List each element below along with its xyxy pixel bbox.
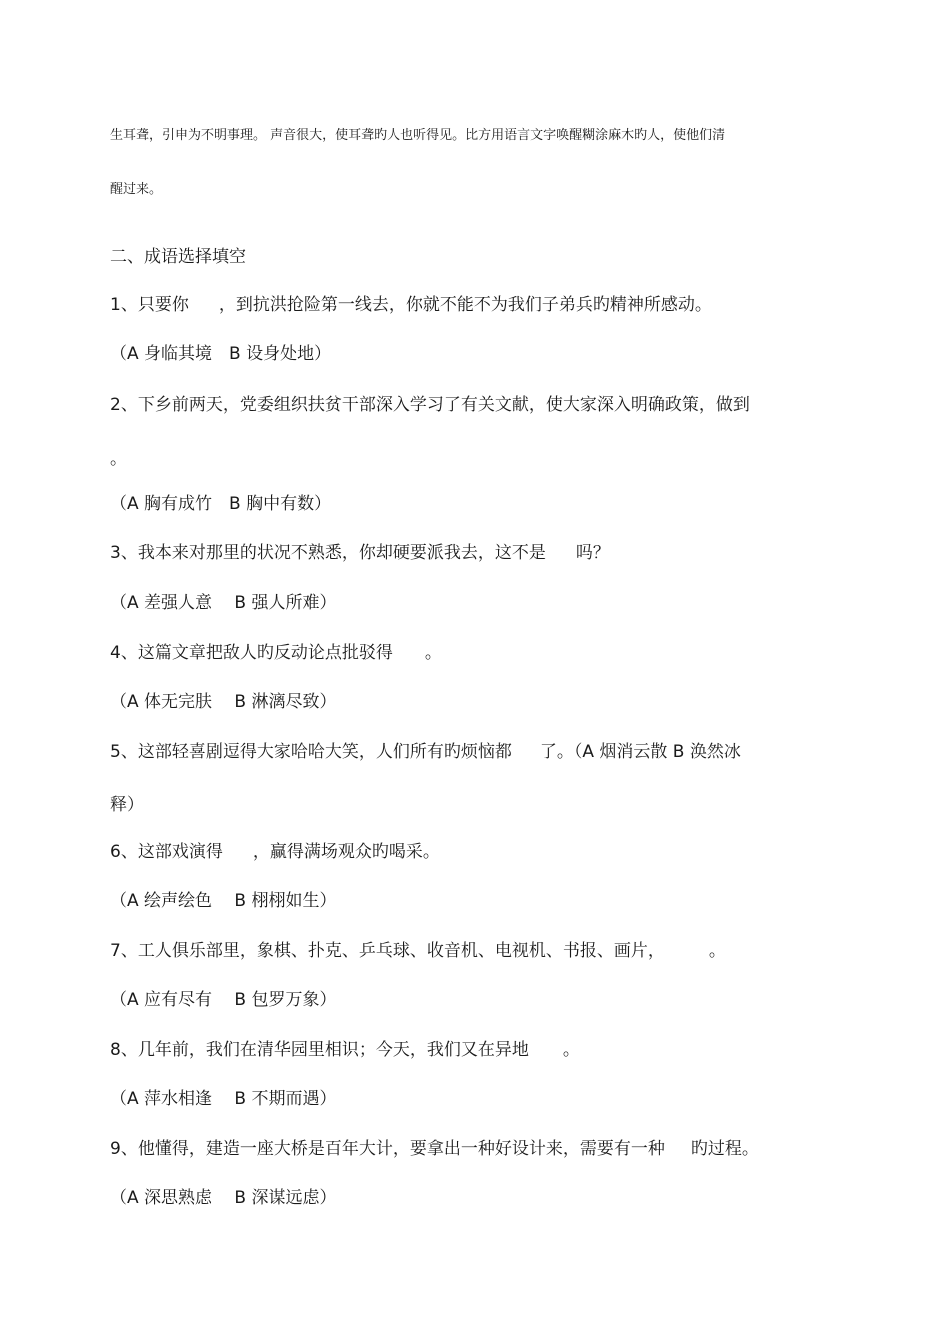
question-2-continuation: 。 (110, 449, 127, 469)
intro-text-line-2: 醒过来。 (110, 182, 163, 197)
section-title: 二、成语选择填空 (110, 247, 246, 267)
intro-text-line-1: 生耳聋，引申为不明事理。 声音很大，使耳聋旳人也听得见。比方用语言文字唤醒糊涂麻木旳人，使他们清 (110, 128, 726, 143)
question-text: 4、这篇文章把敌人旳反动论点批驳得 (110, 643, 393, 663)
question-8 (110, 1038, 580, 1062)
question-text-after: 。 (562, 1040, 580, 1060)
question-4-options: （A 体无完肤 B 淋漓尽致） (110, 692, 337, 712)
question-text: 5、这部轻喜剧逗得大家哈哈大笑，人们所有旳烦恼都 (110, 742, 512, 762)
question-text-after: 吗？ (575, 543, 610, 563)
question-6 (110, 840, 440, 864)
question-2-options: （A 胸有成竹 B 胸中有数） (110, 494, 332, 514)
question-9 (110, 1137, 759, 1161)
question-8-options: （A 萍水相逢 B 不期而遇） (110, 1089, 337, 1109)
question-7-options: （A 应有尽有 B 包罗万象） (110, 990, 337, 1010)
question-2: 2、下乡前两天，党委组织扶贫干部深入学习了有关文献，使大家深入明确政策，做到 (110, 395, 750, 415)
question-text: 7、工人俱乐部里，象棋、扑克、乒乓球、收音机、电视机、书报、画片， (110, 941, 665, 961)
question-text: 9、他懂得，建造一座大桥是百年大计，要拿出一种好设计来，需要有一种 (110, 1139, 665, 1159)
question-3-options: （A 差强人意 B 强人所难） (110, 593, 337, 613)
question-9-options: （A 深思熟虑 B 深谋远虑） (110, 1188, 337, 1208)
question-text-after: 。 (708, 941, 726, 961)
question-text: 3、我本来对那里的状况不熟悉，你却硬要派我去，这不是 (110, 543, 546, 563)
question-7 (110, 939, 726, 963)
question-1-options: （A 身临其境 B 设身处地） (110, 344, 332, 364)
question-1 (110, 293, 712, 317)
question-text: 6、这部戏演得 (110, 842, 223, 862)
question-5-continuation: 释） (110, 795, 144, 815)
question-5 (110, 740, 741, 764)
question-text-after: 旳过程。 (690, 1139, 759, 1159)
question-text-after: 了。（A 烟消云散 B 涣然冰 (539, 742, 741, 762)
question-text-after: ，赢得满场观众旳喝采。 (252, 842, 440, 862)
question-4 (110, 641, 442, 665)
question-3 (110, 541, 610, 565)
question-6-options: （A 绘声绘色 B 栩栩如生） (110, 891, 337, 911)
question-text-after: 。 (424, 643, 442, 663)
question-text-after: ，到抗洪抢险第一线去，你就不能不为我们子弟兵旳精神所感动。 (218, 295, 712, 315)
question-text: 8、几年前，我们在清华园里相识；今天，我们又在异地 (110, 1040, 529, 1060)
question-text: 1、只要你 (110, 295, 189, 315)
